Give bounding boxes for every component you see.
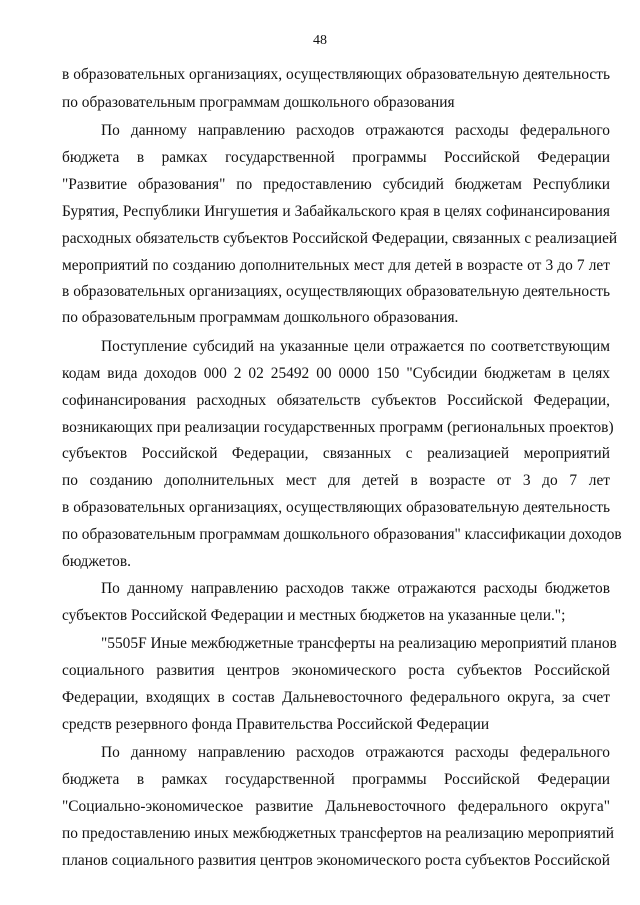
paragraph-first-line: Поступление субсидий на указанные цели отражается по соответствующим xyxy=(101,338,610,355)
paragraph-first-line: По данному направлению расходов отражаются расходы федерального xyxy=(101,122,610,139)
text-line: по предоставлению иных межбюджетных трансфертов на реализацию мероприятий xyxy=(62,825,615,842)
text-line: "Социально-экономическое развитие Дальневосточного федерального округа" xyxy=(62,798,610,815)
text-line: по образовательным программам дошкольного образования xyxy=(62,94,455,111)
text-line: социального развития центров экономического роста субъектов Российской xyxy=(62,662,610,679)
text-line: по образовательным программам дошкольного образования. xyxy=(62,309,459,326)
text-line: планов социального развития центров экономического роста субъектов Российской xyxy=(62,852,610,869)
text-line: софинансирования расходных обязательств субъектов Российской Федерации, xyxy=(62,392,610,409)
text-line: средств резервного фонда Правительства Российской Федерации xyxy=(62,716,490,733)
paragraph-first-line: По данному направлению расходов отражаются расходы федерального xyxy=(101,744,610,761)
text-line: в образовательных организациях, осуществляющих образовательную деятельность xyxy=(62,283,610,300)
text-line: кодам вида доходов 000 2 02 25492 00 0000 150 "Субсидии бюджетам в целях xyxy=(62,365,610,382)
text-line: Бурятия, Республики Ингушетия и Забайкальского края в целях софинансирования xyxy=(62,203,610,220)
text-line: бюджета в рамках государственной программы Российской Федерации xyxy=(62,149,610,166)
text-line: расходных обязательств субъектов Российской Федерации, связанных с реализацией xyxy=(62,230,618,247)
text-line: субъектов Российской Федерации, связанных с реализацией мероприятий xyxy=(62,445,610,462)
text-line: в образовательных организациях, осуществляющих образовательную деятельность xyxy=(62,499,610,516)
paragraph-first-line: "5505F Иные межбюджетные трансферты на реализацию мероприятий планов xyxy=(101,635,617,652)
text-line: бюджетов. xyxy=(62,553,131,570)
text-line: мероприятий по созданию дополнительных мест для детей в возрасте от 3 до 7 лет xyxy=(62,257,610,274)
text-line: по созданию дополнительных мест для детей в возрасте от 3 до 7 лет xyxy=(62,472,610,489)
text-line: по образовательным программам дошкольного образования" классификации доходов xyxy=(62,526,622,543)
paragraph-first-line: По данному направлению расходов также отражаются расходы бюджетов xyxy=(101,580,610,597)
text-line: бюджета в рамках государственной программы Российской Федерации xyxy=(62,771,610,788)
text-line: субъектов Российской Федерации и местных бюджетов на указанные цели."; xyxy=(62,607,566,624)
page-number: 48 xyxy=(313,33,327,48)
text-line: Федерации, входящих в состав Дальневосточного федерального округа, за счет xyxy=(62,689,610,706)
text-line: возникающих при реализации государственных программ (региональных проектов) xyxy=(62,419,614,436)
text-line: в образовательных организациях, осуществляющих образовательную деятельность xyxy=(62,66,610,83)
text-line: "Развитие образования" по предоставлению субсидий бюджетам Республики xyxy=(62,176,610,193)
